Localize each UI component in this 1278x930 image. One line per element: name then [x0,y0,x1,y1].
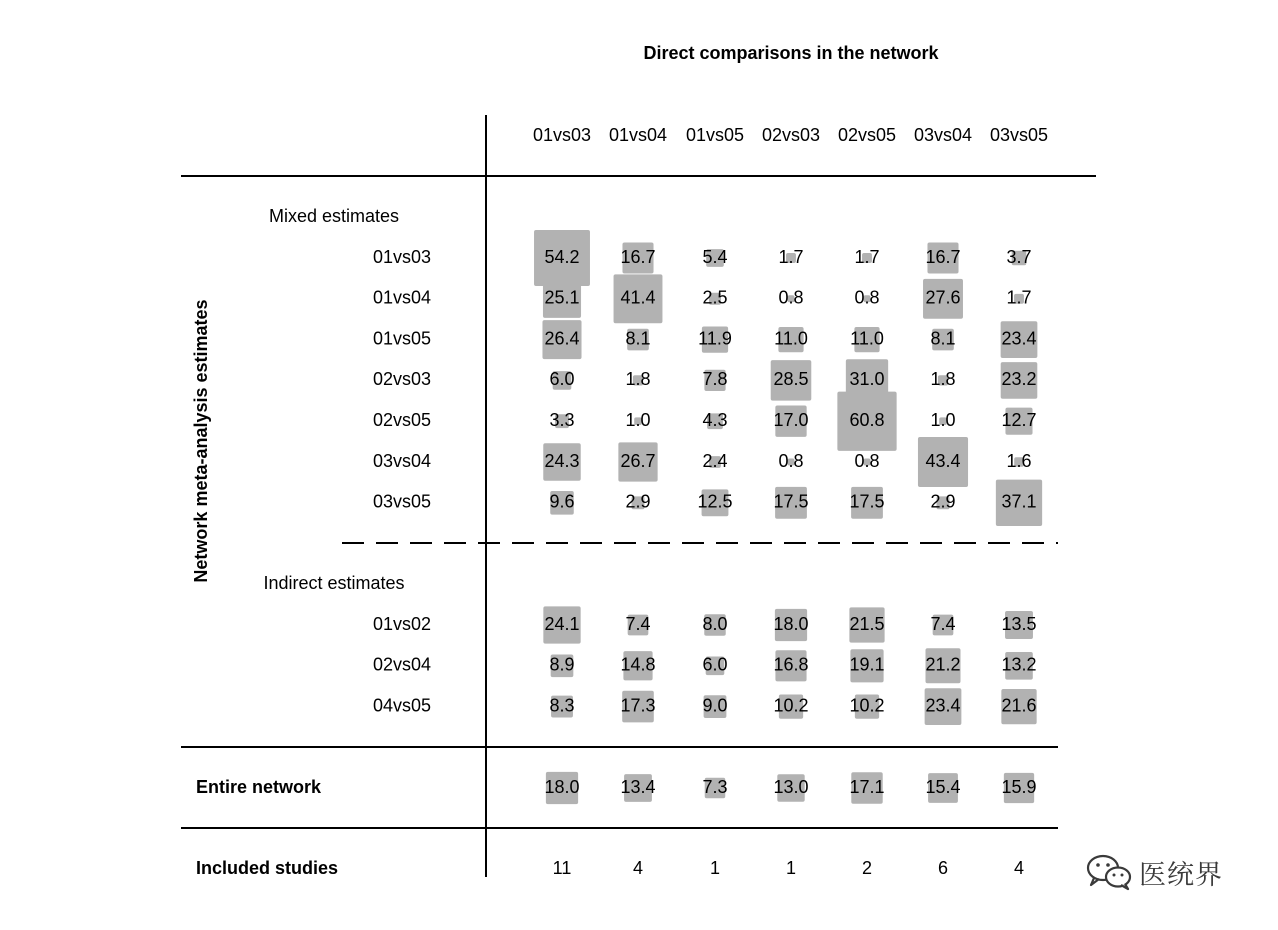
row-label: 01vs05 [372,328,432,349]
cell-value: 18.0 [773,613,809,634]
cell-value: 25.1 [544,287,580,308]
section-label: Mixed estimates [268,205,400,226]
cell-value: 11.0 [850,328,884,349]
cell-value: 8.9 [549,654,575,675]
cell-value: 43.4 [925,450,961,471]
cell-value: 1.8 [625,369,651,390]
cell-value: 1.0 [930,409,956,430]
row-label: 01vs03 [372,246,432,267]
study-count: 4 [1013,857,1025,878]
cell-value: 27.6 [925,287,961,308]
row-label: 01vs04 [372,287,432,308]
cell-value: 6.0 [549,369,575,390]
cell-value: 7.3 [702,776,728,797]
cell-value: 8.0 [702,613,728,634]
row-label: 02vs05 [372,409,432,430]
entire-network-label: Entire network [196,776,322,797]
cell-value: 0.8 [854,450,880,471]
included-studies-label: Included studies [196,857,339,878]
cell-value: 17.1 [849,776,885,797]
cell-value: 10.2 [849,695,885,716]
cell-value: 23.4 [925,695,961,716]
cell-value: 8.1 [625,328,651,349]
cell-value: 31.0 [849,369,885,390]
cell-value: 24.3 [544,450,580,471]
cell-value: 13.0 [773,776,809,797]
cell-value: 2.9 [930,491,956,512]
column-header: 02vs05 [837,124,897,145]
y-axis-label: Network meta-analysis estimates [190,299,211,583]
row-label: 03vs05 [372,491,432,512]
cell-value: 9.0 [702,695,728,716]
cell-value: 1.8 [930,369,956,390]
cell-value: 13.5 [1001,613,1037,634]
column-header: 01vs04 [608,124,668,145]
cell-value: 11.0 [774,328,808,349]
cell-value: 1.7 [1006,287,1032,308]
cell-value: 4.3 [702,409,728,430]
cell-value: 60.8 [849,409,885,430]
watermark-text: 医统界 [1139,859,1223,891]
cell-value: 0.8 [854,287,880,308]
watermark [1085,850,1223,894]
cell-value: 13.2 [1001,654,1037,675]
cell-value: 7.4 [930,613,956,634]
cell-value: 23.2 [1001,369,1037,390]
cell-value: 9.6 [549,491,575,512]
study-count: 6 [937,857,949,878]
column-header: 02vs03 [761,124,821,145]
cell-value: 7.8 [702,369,728,390]
cell-value: 26.4 [544,328,580,349]
cell-value: 17.3 [620,695,656,716]
cell-value: 3.3 [549,409,575,430]
cell-value: 54.2 [544,246,580,267]
row-label: 02vs04 [372,654,432,675]
cell-value: 18.0 [544,776,580,797]
study-count: 1 [709,857,721,878]
cell-value: 1.6 [1006,450,1032,471]
study-count: 4 [632,857,644,878]
row-label: 04vs05 [372,695,432,716]
cell-value: 12.5 [697,491,733,512]
cell-value: 15.4 [925,776,961,797]
row-label: 02vs03 [372,369,432,390]
cell-value: 21.5 [849,613,885,634]
study-count: 2 [861,857,873,878]
cell-value: 6.0 [702,654,728,675]
cell-value: 0.8 [778,450,804,471]
cell-value: 21.2 [925,654,961,675]
study-count: 11 [552,857,572,878]
cell-value: 5.4 [702,246,728,267]
cell-value: 2.5 [702,287,728,308]
cell-value: 3.7 [1006,246,1032,267]
cell-value: 23.4 [1001,328,1037,349]
cell-value: 8.3 [549,695,575,716]
cell-value: 17.5 [849,491,885,512]
study-count: 1 [785,857,797,878]
cell-value: 10.2 [773,695,809,716]
column-header: 01vs05 [685,124,745,145]
cell-value: 1.7 [778,246,804,267]
cell-value: 41.4 [620,287,656,308]
cell-value: 16.7 [620,246,656,267]
section-label: Indirect estimates [263,572,405,593]
wechat-icon [1085,852,1133,892]
cell-value: 2.4 [702,450,728,471]
cell-value: 7.4 [625,613,651,634]
cell-value: 17.5 [773,491,809,512]
cell-value: 14.8 [620,654,656,675]
cell-value: 2.9 [625,491,651,512]
chart-title: Direct comparisons in the network [643,42,939,63]
cell-value: 17.0 [773,409,809,430]
cell-value: 37.1 [1001,491,1037,512]
cell-value: 1.0 [625,409,651,430]
cell-value: 11.9 [698,328,732,349]
cell-value: 8.1 [930,328,956,349]
cell-value: 19.1 [849,654,885,675]
cell-value: 1.7 [854,246,880,267]
cell-value: 28.5 [773,369,809,390]
cell-value: 21.6 [1001,695,1037,716]
row-label: 03vs04 [372,450,432,471]
cell-value: 12.7 [1001,409,1037,430]
cell-value: 16.8 [773,654,809,675]
column-header: 03vs04 [913,124,973,145]
cell-value: 16.7 [925,246,961,267]
cell-value: 24.1 [544,613,580,634]
column-header: 03vs05 [989,124,1049,145]
column-header: 01vs03 [532,124,592,145]
row-label: 01vs02 [372,613,432,634]
cell-value: 13.4 [620,776,656,797]
cell-value: 0.8 [778,287,804,308]
cell-value: 15.9 [1001,776,1037,797]
cell-value: 26.7 [620,450,656,471]
